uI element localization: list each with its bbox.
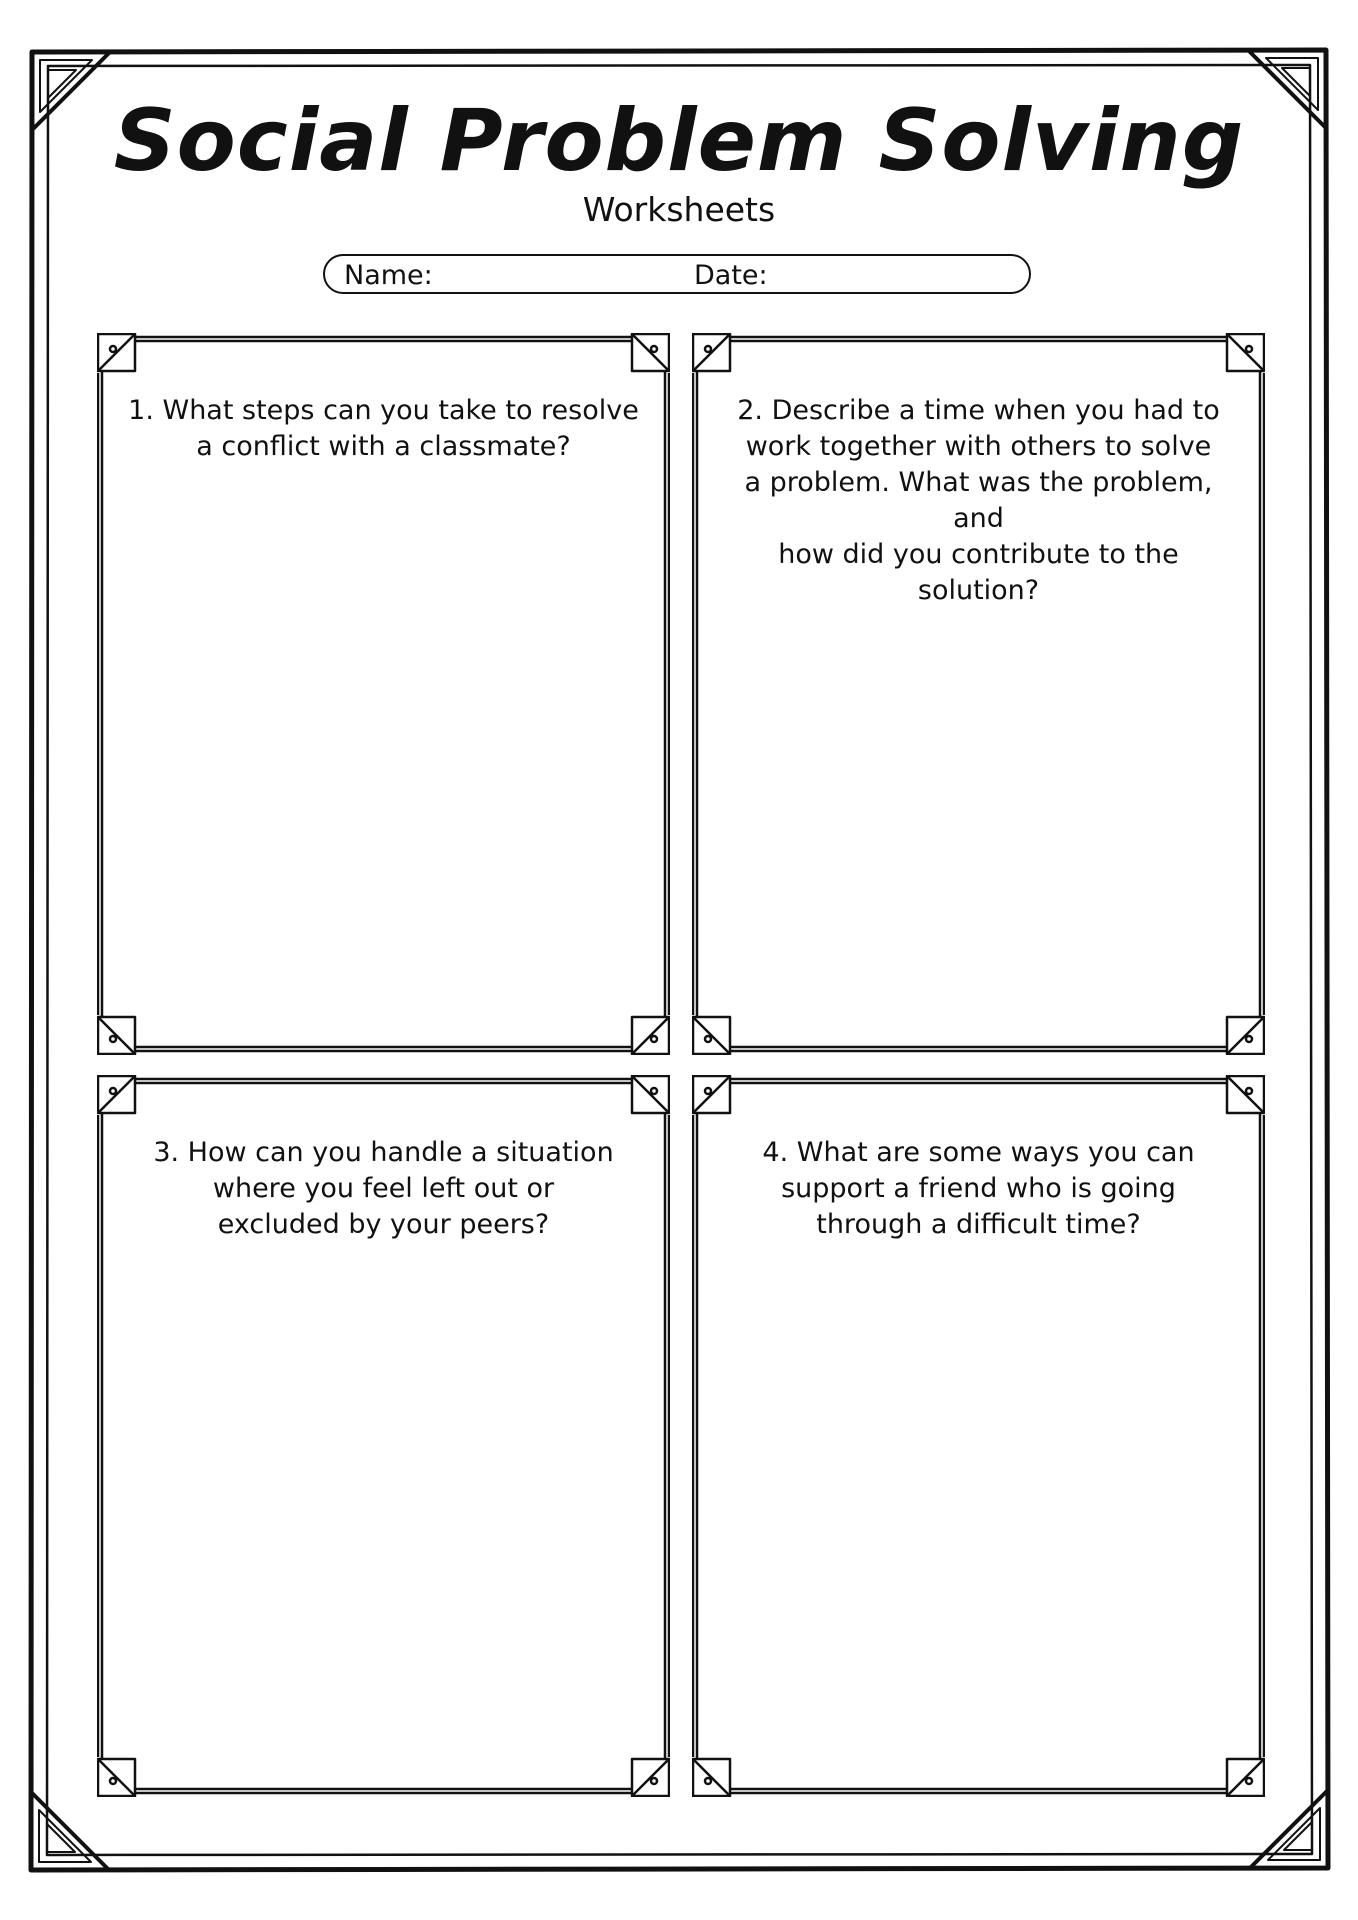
question-box-4 xyxy=(692,1075,1265,1797)
page-title: Social Problem Solving xyxy=(113,91,1245,191)
question-text-4: 4. What are some ways you can support a friend who is going through a difficult time? xyxy=(762,1137,1195,1240)
question-box-1 xyxy=(97,333,670,1055)
corner-ornament-br xyxy=(1250,1790,1328,1868)
page-subtitle: Worksheets xyxy=(582,190,776,229)
question-text-3: 3. How can you handle a situation where you feel left out or excluded by your peers? xyxy=(153,1137,614,1240)
name-date-bar xyxy=(323,254,1031,294)
question-box-3 xyxy=(97,1075,670,1797)
name-field-label: Name: xyxy=(344,260,433,291)
question-text-1: 1. What steps can you take to resolve a conflict with a classmate? xyxy=(128,395,639,462)
question-text-2: 2. Describe a time when you had to work together with others to solve a problem. What was the problem, and how did you contribute to the solution? xyxy=(737,395,1220,606)
question-box-2 xyxy=(692,333,1265,1055)
date-field-label: Date: xyxy=(694,260,768,291)
corner-ornament-bl xyxy=(31,1792,109,1870)
